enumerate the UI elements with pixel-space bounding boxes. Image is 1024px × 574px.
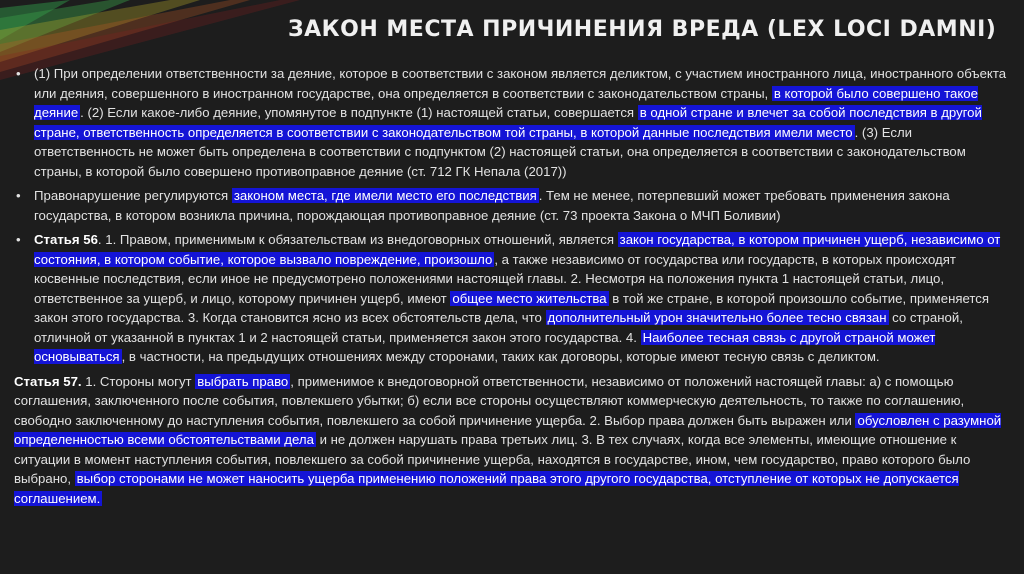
slide-title: ЗАКОН МЕСТА ПРИЧИНЕНИЯ ВРЕДА (LEX LOCI DAMNI) [288,17,997,42]
slide-body [14,64,1010,508]
highlight: выбор сторонами не может наносить ущерба применению положений права этого другого государства, отступление от которых не допускается соглашением. [14,471,959,506]
highlight: общее место жительства [452,290,607,306]
paragraph-nepal-civil-code: • (1) При определении ответственности за деяние, которое в соответствии с законом является деликтом, с участием иностранного лица, иностранного объекта или деяния, совершенного в иностранном государстве, она определяется в соответствии с законодательством страны, в которой было совершено такое деяние . (2) Если какое-либо деяние, упомянутое в подпункте (1) настоящей статьи, совершается в одной стране и влечет за собой последствия в другой стране, ответственность определяется в соответствии с законодательством той страны, в которой данные последствия имели место . (3) Если ответственность не может быть определена в соответствии с подпунктом (2) настоящей статьи, она определяется в соответствии с законодательством страны, в которой было совершено противоправное деяние (ст. 712 ГК Непала (2017)) [16,66,1007,179]
bullet-icon: • [16,66,21,81]
highlight: обусловлен с разумной определенностью всеми обстоятельствами дела [14,412,1002,447]
article-label: Статья 57. [14,373,82,389]
highlight: в которой было совершено такое деяние [34,85,978,120]
highlight: Наиболее тесная связь с другой страной может основываться [34,329,936,364]
highlight: выбрать право [197,373,289,389]
highlight: законом места, где имели место его последствия [233,188,537,203]
bullet-icon: • [16,188,21,203]
paragraph-article-56: • Статья 56. 1. Правом, применимым к обязательствам из внедоговорных отношений, является закон государства, в котором причинен ущерб, независимо от состояния, в котором событие, которое вызвало повреждение, произошло , а также независимо от государства или государств, в которых происходят косвенные последствия, если иное не предусмотрено положениями настоящей главы. 2. Несмотря на положения пункта 1 настоящей статьи, лицо, ответственное за ущерб, и лицо, которому причинен ущерб, имеют общее место жительства в той же стране, в которой произошло событие, применяется закон этого государства. 3. Когда становится ясно из всех обстоятельств дела, что дополнительный урон значительно более тесно связан со страной, отличной от указанной в пунктах 1 и 2 настоящей статьи, применяется закон этого государства. 4. Наиболее тесная связь с другой страной может основываться , в частности, на предыдущих отношениях между сторонами, таких как договоры, которые имеют тесную связь с деликтом. [16,232,1001,364]
paragraph-article-57: Статья 57. 1. Стороны могут выбрать право , применимое к внедоговорной ответственности, независимо от положений настоящей главы: а) с помощью соглашения, заключенного после события, повлекшего убытки; б) если все стороны осуществляют коммерческую деятельность, то также по соглашению, свободно заключенному до наступления события, повлекшего за собой причинение ущерба. 2. Выбор права должен быть выражен или обусловлен с разумной определенностью всеми обстоятельствами дела и не должен нарушать права третьих лиц. 3. В тех случаях, когда все элементы, имеющие отношение к ситуации в момент наступления события, повлекшего за собой причинение ущерба, находятся в государстве, ином, чем государство, право которого было выбрано, выбор сторонами не может наносить ущерба применению положений права этого другого государства, отступление от которых не допускается соглашением. [14,373,1002,506]
highlight: закон государства, в котором причинен ущерб, независимо от состояния, в котором событие, которое вызвало повреждение, произошло [34,232,1001,267]
article-label: Статья 56 [34,232,98,247]
bullet-icon: • [16,232,21,247]
highlight: в одной стране и влечет за собой последствия в другой стране, ответственность определяется в соответствии с законодательством той страны, в которой данные последствия имели место [34,105,982,140]
paragraph-bolivia-draft: • Правонарушение регулируются законом места, где имели место его последствия . Тем не менее, потерпевший может требовать применения закона государства, в котором возникла причина, порождающая противоправное деяние (ст. 73 проекта Закона о МЧП Боливии) [16,188,950,223]
highlight: дополнительный урон значительно более тесно связан [547,310,887,325]
